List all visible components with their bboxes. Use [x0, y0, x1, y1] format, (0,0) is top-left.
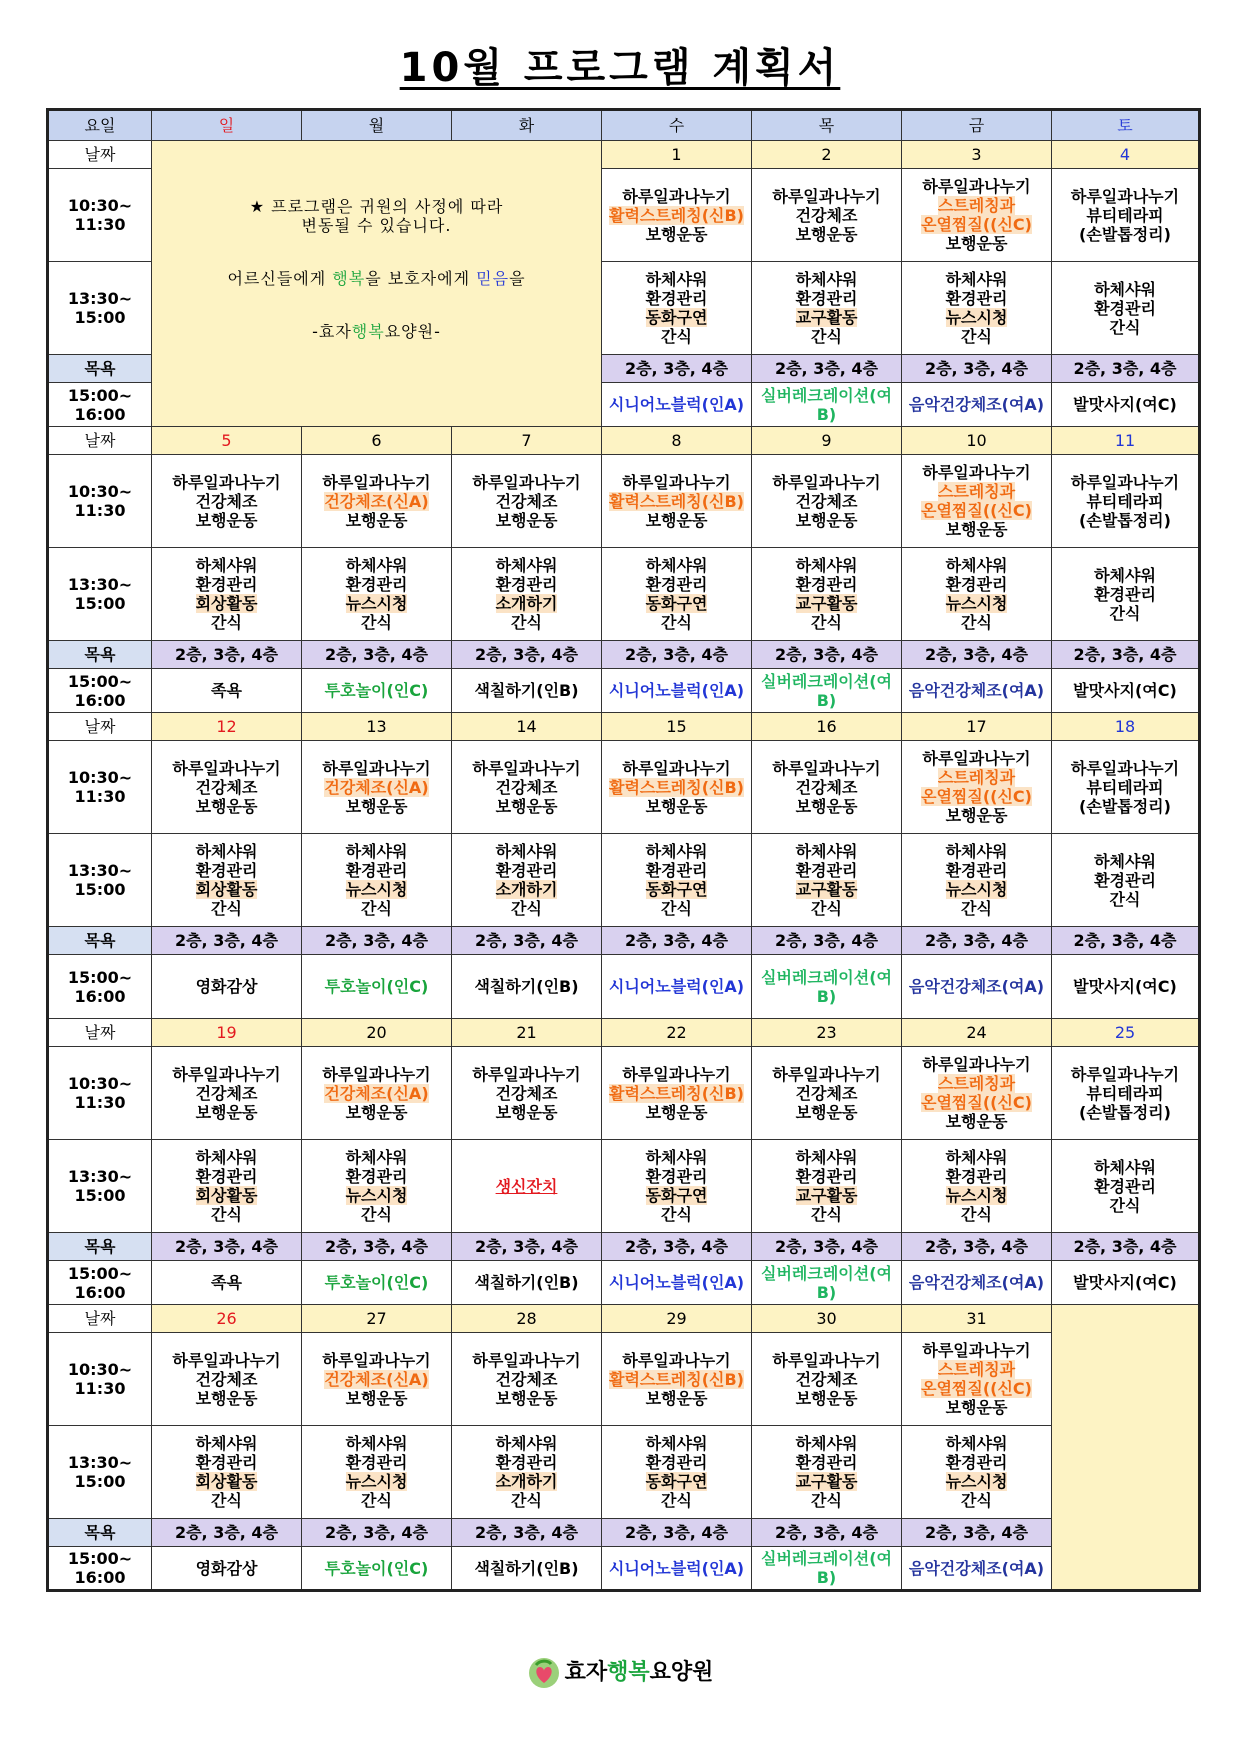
- afternoon-activity-fri: 하체샤워 환경관리 뉴스시청 간식: [902, 1140, 1052, 1233]
- morning-activity-sun: 하루일과나누기 건강체조 보행운동: [152, 455, 302, 548]
- floor-cell: 2층, 3층, 4층: [302, 1519, 452, 1547]
- notice-box: ★ 프로그램은 귀원의 사정에 따라 변동될 수 있습니다. 어르신들에게 행복을 보호자에게 믿음을 -효자행복요양원-: [152, 141, 602, 427]
- heart-leaf-logo-icon: [527, 1656, 561, 1690]
- date-30: 30: [752, 1305, 902, 1333]
- floor-cell: 2층, 3층, 4층: [152, 927, 302, 955]
- afternoon-activity-wed: 하체샤워 환경관리 동화구연 간식: [602, 1426, 752, 1519]
- date-23: 23: [752, 1019, 902, 1047]
- weekday-sun: 일: [152, 110, 302, 141]
- date-label: 날짜: [48, 427, 152, 455]
- floor-cell: 2층, 3층, 4층: [902, 927, 1052, 955]
- afternoon-activity-fri: 하체샤워 환경관리 뉴스시청 간식: [902, 548, 1052, 641]
- weekday-wed: 수: [602, 110, 752, 141]
- floor-cell: 2층, 3층, 4층: [452, 927, 602, 955]
- afternoon-row: [48, 1140, 1200, 1233]
- time-label-late: 15:00~ 16:00: [48, 1261, 152, 1305]
- morning-activity-wed: 하루일과나누기 활력스트레칭(신B) 보행운동: [602, 455, 752, 548]
- afternoon-activity-sat: 하체샤워 환경관리 간식: [1052, 834, 1200, 927]
- afternoon-activity-mon: 하체샤워 환경관리 뉴스시청 간식: [302, 834, 452, 927]
- weekday-sat: 토: [1052, 110, 1200, 141]
- date-3: 3: [902, 141, 1052, 169]
- morning-row: [48, 741, 1200, 834]
- morning-activity-sat: 하루일과나누기 뷰티테라피 (손발톱정리): [1052, 169, 1200, 262]
- footer-text-b: 행복: [607, 1660, 650, 1685]
- late-activity-sun: 족욕: [152, 669, 302, 713]
- afternoon-activity-sat: 하체샤워 환경관리 간식: [1052, 1140, 1200, 1233]
- page-title: 10월 프로그램 계획서: [399, 45, 841, 91]
- weekday-fri: 금: [902, 110, 1052, 141]
- date-10: 10: [902, 427, 1052, 455]
- footer-text-c: 요양원: [649, 1660, 714, 1685]
- floor-cell: 2층, 3층, 4층: [1052, 355, 1200, 383]
- morning-activity-wed: 하루일과나누기 활력스트레칭(신B) 보행운동: [602, 1333, 752, 1426]
- program-calendar: [46, 108, 1201, 1592]
- late-activity-wed: 시니어노블럭(인A): [602, 383, 752, 427]
- time-label-late: 15:00~ 16:00: [48, 383, 152, 427]
- afternoon-activity-tue: 하체샤워 환경관리 소개하기 간식: [452, 834, 602, 927]
- morning-activity-tue: 하루일과나누기 건강체조 보행운동: [452, 1047, 602, 1140]
- late-activity-sat: 발맛사지(여C): [1052, 669, 1200, 713]
- weekday-mon: 월: [302, 110, 452, 141]
- floor-cell: 2층, 3층, 4층: [1052, 927, 1200, 955]
- late-activity-thu: 실버레크레이션(여B): [752, 669, 902, 713]
- floor-cell: 2층, 3층, 4층: [1052, 1233, 1200, 1261]
- morning-activity-sun: 하루일과나누기 건강체조 보행운동: [152, 741, 302, 834]
- date-9: 9: [752, 427, 902, 455]
- floor-cell: 2층, 3층, 4층: [152, 1519, 302, 1547]
- morning-row: [48, 1047, 1200, 1140]
- late-activity-tue: 색칠하기(인B): [452, 955, 602, 1019]
- afternoon-row: [48, 1426, 1200, 1519]
- weekday-header-row: [48, 110, 1200, 141]
- floor-cell: 2층, 3층, 4층: [752, 1233, 902, 1261]
- afternoon-activity-tue: [452, 1140, 602, 1233]
- floor-cell: 2층, 3층, 4층: [452, 1233, 602, 1261]
- morning-activity-wed: 하루일과나누기 활력스트레칭(신B) 보행운동: [602, 1047, 752, 1140]
- morning-activity-fri: 하루일과나누기 스트레칭과 온열찜질((신C) 보행운동: [902, 1047, 1052, 1140]
- bath-label: 목욕: [48, 927, 152, 955]
- date-row: [48, 713, 1200, 741]
- date-label: 날짜: [48, 1019, 152, 1047]
- late-activity-mon: 투호놀이(인C): [302, 955, 452, 1019]
- time-label-am: 10:30~ 11:30: [48, 455, 152, 548]
- afternoon-activity-tue: 하체샤워 환경관리 소개하기 간식: [452, 548, 602, 641]
- afternoon-activity-sun: 하체샤워 환경관리 회상활동 간식: [152, 1140, 302, 1233]
- floor-cell: 2층, 3층, 4층: [752, 927, 902, 955]
- afternoon-activity-thu: 하체샤워 환경관리 교구활동 간식: [752, 834, 902, 927]
- date-row: [48, 1305, 1200, 1333]
- date-7: 7: [452, 427, 602, 455]
- morning-activity-sat: 하루일과나누기 뷰티테라피 (손발톱정리): [1052, 1047, 1200, 1140]
- late-activity-wed: 시니어노블럭(인A): [602, 955, 752, 1019]
- afternoon-activity-sun: 하체샤워 환경관리 회상활동 간식: [152, 1426, 302, 1519]
- floor-cell: 2층, 3층, 4층: [752, 1519, 902, 1547]
- late-activity-fri: 음악건강체조(여A): [902, 669, 1052, 713]
- date-22: 22: [602, 1019, 752, 1047]
- floor-cell: 2층, 3층, 4층: [902, 1233, 1052, 1261]
- floor-cell: 2층, 3층, 4층: [602, 1233, 752, 1261]
- late-activity-sat: 발맛사지(여C): [1052, 383, 1200, 427]
- afternoon-row: [48, 548, 1200, 641]
- late-activity-tue: 색칠하기(인B): [452, 669, 602, 713]
- afternoon-activity-mon: 하체샤워 환경관리 뉴스시청 간식: [302, 1140, 452, 1233]
- floor-cell: 2층, 3층, 4층: [902, 641, 1052, 669]
- late-activity-sun: 영화감상: [152, 1547, 302, 1591]
- morning-activity-fri: 하루일과나누기 스트레칭과 온열찜질((신C) 보행운동: [902, 741, 1052, 834]
- morning-activity-tue: 하루일과나누기 건강체조 보행운동: [452, 741, 602, 834]
- time-label-am: 10:30~ 11:30: [48, 1047, 152, 1140]
- afternoon-activity-thu: 하체샤워 환경관리 교구활동 간식: [752, 1426, 902, 1519]
- late-activity-thu: 실버레크레이션(여B): [752, 1261, 902, 1305]
- floor-cell: 2층, 3층, 4층: [1052, 641, 1200, 669]
- morning-activity-wed: 하루일과나누기 활력스트레칭(신B) 보행운동: [602, 741, 752, 834]
- day-label: 요일: [48, 110, 152, 141]
- floor-cell: 2층, 3층, 4층: [152, 1233, 302, 1261]
- floor-cell: 2층, 3층, 4층: [302, 1233, 452, 1261]
- bath-label: 목욕: [48, 641, 152, 669]
- time-label-late: 15:00~ 16:00: [48, 955, 152, 1019]
- afternoon-activity-fri: 하체샤워 환경관리 뉴스시청 간식: [902, 834, 1052, 927]
- morning-activity-sun: 하루일과나누기 건강체조 보행운동: [152, 1333, 302, 1426]
- afternoon-activity-fri: 하체샤워 환경관리 뉴스시청 간식: [902, 1426, 1052, 1519]
- date-27: 27: [302, 1305, 452, 1333]
- date-5: 5: [152, 427, 302, 455]
- date-label: 날짜: [48, 1305, 152, 1333]
- afternoon-activity-tue: 하체샤워 환경관리 소개하기 간식: [452, 1426, 602, 1519]
- date-25: 25: [1052, 1019, 1200, 1047]
- late-activity-wed: 시니어노블럭(인A): [602, 1261, 752, 1305]
- morning-activity-thu: 하루일과나누기 건강체조 보행운동: [752, 455, 902, 548]
- late-activity-mon: 투호놀이(인C): [302, 1261, 452, 1305]
- floor-cell: 2층, 3층, 4층: [902, 1519, 1052, 1547]
- weekday-tue: 화: [452, 110, 602, 141]
- floor-cell: 2층, 3층, 4층: [602, 355, 752, 383]
- afternoon-row: [48, 834, 1200, 927]
- date-17: 17: [902, 713, 1052, 741]
- empty-cell: [1052, 1305, 1200, 1591]
- footer-text-a: 효자: [564, 1660, 608, 1685]
- floor-cell: 2층, 3층, 4층: [602, 641, 752, 669]
- late-activity-thu: 실버레크레이션(여B): [752, 383, 902, 427]
- afternoon-activity-thu: 하체샤워 환경관리 교구활동 간식: [752, 548, 902, 641]
- late-activity-wed: 시니어노블럭(인A): [602, 669, 752, 713]
- afternoon-activity-wed: 하체샤워 환경관리 동화구연 간식: [602, 262, 752, 355]
- late-activity-fri: 음악건강체조(여A): [902, 1547, 1052, 1591]
- date-28: 28: [452, 1305, 602, 1333]
- time-label-pm: 13:30~ 15:00: [48, 834, 152, 927]
- floor-cell: 2층, 3층, 4층: [152, 641, 302, 669]
- late-activity-fri: 음악건강체조(여A): [902, 383, 1052, 427]
- bath-row: [48, 1519, 1200, 1547]
- late-activity-sun: 영화감상: [152, 955, 302, 1019]
- morning-activity-wed: 하루일과나누기 활력스트레칭(신B) 보행운동: [602, 169, 752, 262]
- afternoon-activity-sat: 하체샤워 환경관리 간식: [1052, 262, 1200, 355]
- time-label-pm: 13:30~ 15:00: [48, 548, 152, 641]
- weekday-thu: 목: [752, 110, 902, 141]
- date-1: 1: [602, 141, 752, 169]
- time-label-am: 10:30~ 11:30: [48, 741, 152, 834]
- date-13: 13: [302, 713, 452, 741]
- floor-cell: 2층, 3층, 4층: [902, 355, 1052, 383]
- floor-cell: 2층, 3층, 4층: [752, 641, 902, 669]
- late-activity-sun: 족욕: [152, 1261, 302, 1305]
- late-activity-fri: 음악건강체조(여A): [902, 1261, 1052, 1305]
- floor-cell: 2층, 3층, 4층: [302, 927, 452, 955]
- floor-cell: 2층, 3층, 4층: [752, 355, 902, 383]
- morning-activity-mon: 하루일과나누기 건강체조(신A) 보행운동: [302, 455, 452, 548]
- late-afternoon-row: [48, 669, 1200, 713]
- date-26: 26: [152, 1305, 302, 1333]
- late-afternoon-row: [48, 1547, 1200, 1591]
- date-8: 8: [602, 427, 752, 455]
- time-label-am: 10:30~ 11:30: [48, 1333, 152, 1426]
- morning-activity-tue: 하루일과나누기 건강체조 보행운동: [452, 455, 602, 548]
- morning-activity-sat: 하루일과나누기 뷰티테라피 (손발톱정리): [1052, 455, 1200, 548]
- late-activity-thu: 실버레크레이션(여B): [752, 955, 902, 1019]
- morning-activity-sat: 하루일과나누기 뷰티테라피 (손발톱정리): [1052, 741, 1200, 834]
- morning-activity-sun: 하루일과나누기 건강체조 보행운동: [152, 1047, 302, 1140]
- floor-cell: 2층, 3층, 4층: [602, 927, 752, 955]
- date-24: 24: [902, 1019, 1052, 1047]
- late-activity-tue: 색칠하기(인B): [452, 1547, 602, 1591]
- late-activity-sat: 발맛사지(여C): [1052, 955, 1200, 1019]
- date-29: 29: [602, 1305, 752, 1333]
- date-31: 31: [902, 1305, 1052, 1333]
- birthday-party: 생신잔치: [495, 1176, 558, 1196]
- floor-cell: 2층, 3층, 4층: [452, 641, 602, 669]
- date-20: 20: [302, 1019, 452, 1047]
- morning-activity-mon: 하루일과나누기 건강체조(신A) 보행운동: [302, 1047, 452, 1140]
- morning-activity-mon: 하루일과나누기 건강체조(신A) 보행운동: [302, 741, 452, 834]
- bath-row: [48, 927, 1200, 955]
- date-4: 4: [1052, 141, 1200, 169]
- time-label-late: 15:00~ 16:00: [48, 1547, 152, 1591]
- afternoon-activity-sun: 하체샤워 환경관리 회상활동 간식: [152, 834, 302, 927]
- morning-activity-thu: 하루일과나누기 건강체조 보행운동: [752, 1333, 902, 1426]
- date-12: 12: [152, 713, 302, 741]
- bath-label: 목욕: [48, 1519, 152, 1547]
- morning-activity-thu: 하루일과나누기 건강체조 보행운동: [752, 169, 902, 262]
- late-activity-fri: 음악건강체조(여A): [902, 955, 1052, 1019]
- floor-cell: 2층, 3층, 4층: [602, 1519, 752, 1547]
- afternoon-activity-thu: 하체샤워 환경관리 교구활동 간식: [752, 1140, 902, 1233]
- time-label-late: 15:00~ 16:00: [48, 669, 152, 713]
- date-15: 15: [602, 713, 752, 741]
- date-row: [48, 427, 1200, 455]
- date-21: 21: [452, 1019, 602, 1047]
- date-6: 6: [302, 427, 452, 455]
- afternoon-activity-wed: 하체샤워 환경관리 동화구연 간식: [602, 548, 752, 641]
- afternoon-activity-mon: 하체샤워 환경관리 뉴스시청 간식: [302, 548, 452, 641]
- morning-activity-fri: 하루일과나누기 스트레칭과 온열찜질((신C) 보행운동: [902, 455, 1052, 548]
- afternoon-activity-mon: 하체샤워 환경관리 뉴스시청 간식: [302, 1426, 452, 1519]
- morning-activity-fri: 하루일과나누기 스트레칭과 온열찜질((신C) 보행운동: [902, 1333, 1052, 1426]
- bath-row: [48, 1233, 1200, 1261]
- date-14: 14: [452, 713, 602, 741]
- late-afternoon-row: [48, 955, 1200, 1019]
- morning-activity-thu: 하루일과나누기 건강체조 보행운동: [752, 741, 902, 834]
- morning-activity-thu: 하루일과나누기 건강체조 보행운동: [752, 1047, 902, 1140]
- afternoon-activity-wed: 하체샤워 환경관리 동화구연 간식: [602, 834, 752, 927]
- date-2: 2: [752, 141, 902, 169]
- late-activity-mon: 투호놀이(인C): [302, 669, 452, 713]
- date-18: 18: [1052, 713, 1200, 741]
- late-activity-wed: 시니어노블럭(인A): [602, 1547, 752, 1591]
- afternoon-activity-fri: 하체샤워 환경관리 뉴스시청 간식: [902, 262, 1052, 355]
- late-activity-sat: 발맛사지(여C): [1052, 1261, 1200, 1305]
- date-row: [48, 1019, 1200, 1047]
- bath-label: 목욕: [48, 1233, 152, 1261]
- morning-activity-mon: 하루일과나누기 건강체조(신A) 보행운동: [302, 1333, 452, 1426]
- morning-activity-tue: 하루일과나누기 건강체조 보행운동: [452, 1333, 602, 1426]
- afternoon-activity-thu: 하체샤워 환경관리 교구활동 간식: [752, 262, 902, 355]
- footer-logo: [0, 1655, 1240, 1690]
- afternoon-activity-wed: 하체샤워 환경관리 동화구연 간식: [602, 1140, 752, 1233]
- date-row: [48, 141, 1200, 169]
- bath-row: [48, 641, 1200, 669]
- date-label: 날짜: [48, 141, 152, 169]
- morning-activity-fri: 하루일과나누기 스트레칭과 온열찜질((신C) 보행운동: [902, 169, 1052, 262]
- time-label-pm: 13:30~ 15:00: [48, 1140, 152, 1233]
- floor-cell: 2층, 3층, 4층: [452, 1519, 602, 1547]
- late-activity-tue: 색칠하기(인B): [452, 1261, 602, 1305]
- date-16: 16: [752, 713, 902, 741]
- afternoon-activity-sun: 하체샤워 환경관리 회상활동 간식: [152, 548, 302, 641]
- bath-label: 목욕: [48, 355, 152, 383]
- time-label-am: 10:30~ 11:30: [48, 169, 152, 262]
- late-activity-thu: 실버레크레이션(여B): [752, 1547, 902, 1591]
- morning-row: [48, 455, 1200, 548]
- late-activity-mon: 투호놀이(인C): [302, 1547, 452, 1591]
- time-label-pm: 13:30~ 15:00: [48, 262, 152, 355]
- time-label-pm: 13:30~ 15:00: [48, 1426, 152, 1519]
- date-19: 19: [152, 1019, 302, 1047]
- date-11: 11: [1052, 427, 1200, 455]
- afternoon-activity-sat: 하체샤워 환경관리 간식: [1052, 548, 1200, 641]
- morning-row: [48, 1333, 1200, 1426]
- late-afternoon-row: [48, 1261, 1200, 1305]
- floor-cell: 2층, 3층, 4층: [302, 641, 452, 669]
- date-label: 날짜: [48, 713, 152, 741]
